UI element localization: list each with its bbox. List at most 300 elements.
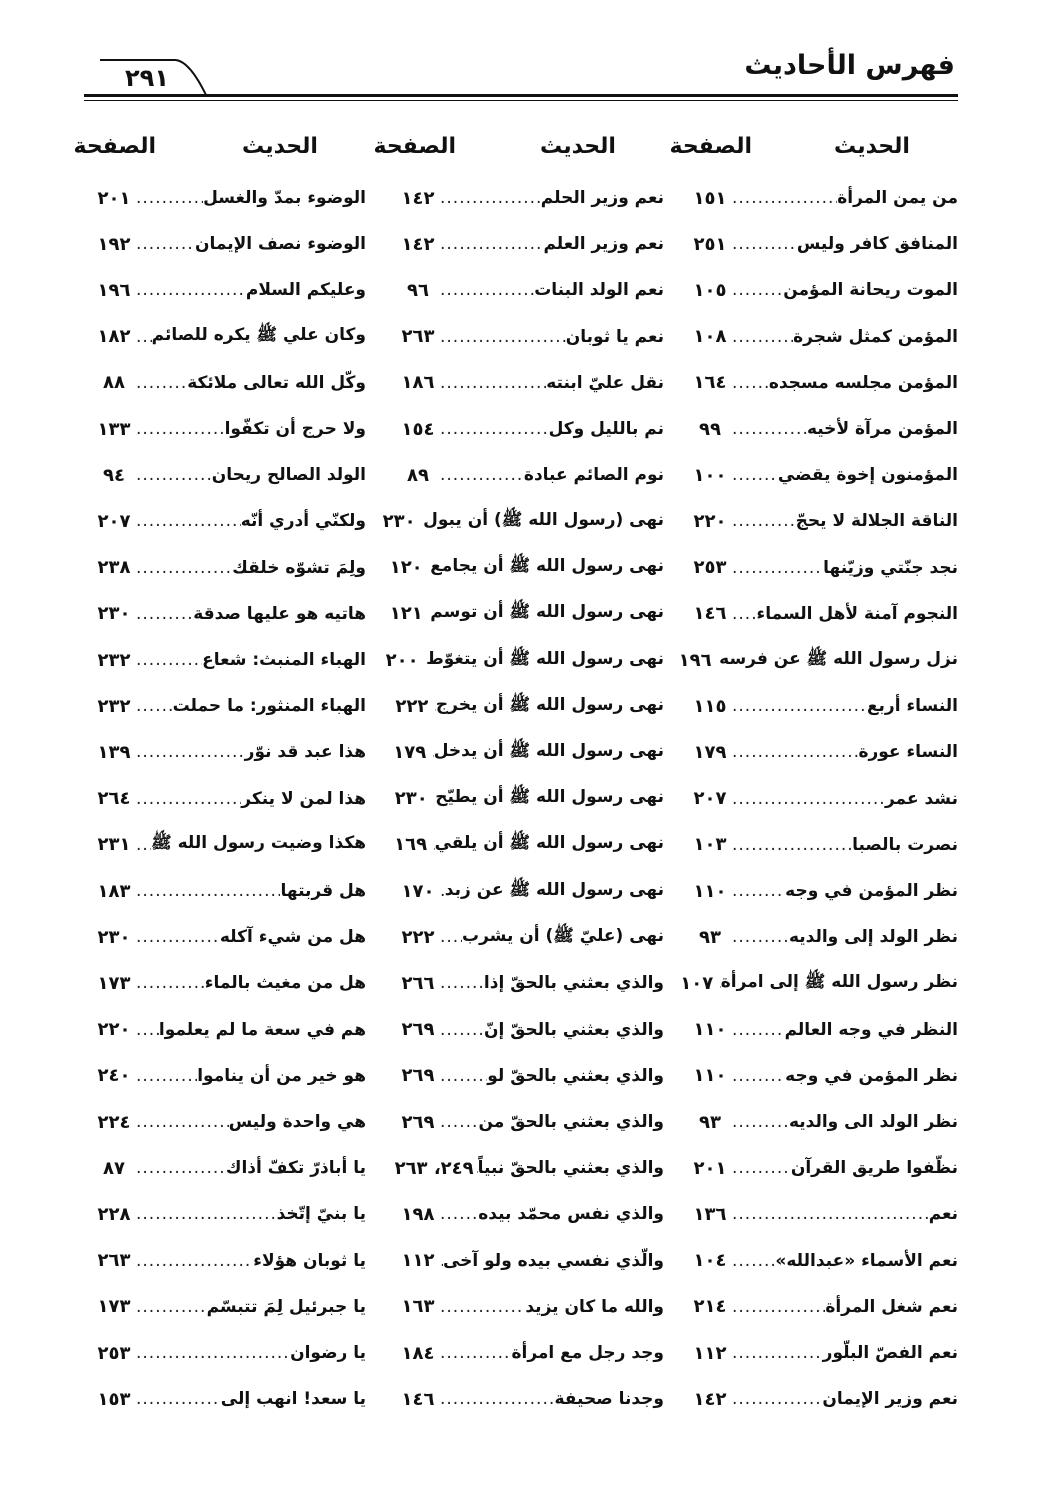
- index-entry: [94, 455, 366, 495]
- leader-dots: [430, 742, 434, 762]
- index-entry: [690, 1333, 958, 1373]
- leader-dots: [134, 1343, 290, 1363]
- leader-dots: [730, 835, 852, 855]
- leader-dots: [438, 188, 541, 208]
- index-entry: [94, 917, 366, 957]
- page-reference: ٢٦٦: [401, 972, 435, 994]
- page-reference: ١٧٠: [401, 880, 435, 902]
- hadith-text: نعم وزير الإيمان: [822, 1389, 958, 1410]
- page-reference: ١١٠: [693, 1065, 727, 1087]
- index-entry: [690, 363, 958, 403]
- leader-dots: [134, 1297, 207, 1317]
- index-entry: [690, 1102, 958, 1142]
- page-reference: ٩٤: [103, 464, 125, 486]
- leader-dots: [134, 327, 152, 347]
- page-reference: ٢٥٣: [693, 557, 727, 579]
- leader-dots: [730, 881, 785, 901]
- index-entry: [394, 1148, 664, 1188]
- index-entry: [395, 686, 664, 726]
- leader-dots: [134, 696, 173, 716]
- leader-dots: [134, 835, 151, 855]
- hadith-text: نعم الولد البنات: [534, 280, 664, 301]
- index-entry: [690, 1010, 958, 1050]
- hadith-text: الوضوء بمدّ والغسل: [203, 188, 366, 208]
- index-entry: [94, 825, 366, 865]
- index-entry: [690, 1056, 958, 1096]
- index-entry: [398, 1010, 664, 1050]
- hadith-text: هم في سعة ما لم يعلموا: [158, 1019, 366, 1040]
- index-entry: [94, 548, 366, 588]
- hadith-text: الهباء المنثور: ما حملت: [172, 696, 366, 717]
- index-entry: [690, 686, 958, 726]
- index-entry: [94, 501, 366, 541]
- leader-dots: [134, 881, 280, 901]
- page-reference: ١١٢: [693, 1342, 727, 1364]
- leader-dots: [730, 789, 885, 809]
- page-title: فهرس الأحاديث: [744, 50, 955, 81]
- leader-dots: [730, 234, 797, 254]
- page-reference: ١٧٣: [97, 972, 131, 994]
- index-entry: [398, 963, 664, 1003]
- leader-dots: [134, 419, 225, 439]
- column-header-hadith: الحديث: [834, 134, 910, 159]
- index-entry: [94, 1379, 366, 1419]
- index-entry: [690, 224, 958, 264]
- index-entry: [94, 224, 366, 264]
- leader-dots: [438, 881, 445, 901]
- leader-dots: [438, 973, 484, 993]
- hadith-text: نصرت بالصبا: [852, 834, 958, 855]
- page-reference: ٢٦٤: [97, 788, 131, 810]
- page-reference: ٩٩: [699, 418, 721, 440]
- leader-dots: [426, 604, 430, 624]
- hadith-text: المؤمن مرآة لأخيه: [806, 419, 958, 439]
- hadith-text: نهى (رسول الله ﷺ) أن يبول: [423, 509, 664, 530]
- page-reference: ٢٦٩: [401, 1111, 435, 1133]
- leader-dots: [730, 1389, 822, 1409]
- page-reference: ٢٢٠: [693, 510, 727, 532]
- leader-dots: [730, 1158, 791, 1178]
- page-reference: ١٤٦: [401, 1388, 435, 1410]
- index-entry: [389, 548, 664, 588]
- hadith-text: نهى رسول الله ﷺ أن يلقي: [434, 833, 664, 854]
- index-entry: [398, 871, 664, 911]
- hadith-text: والذي بعثني بالحقّ لو: [487, 1065, 664, 1086]
- hadith-text: هل قربتها: [280, 881, 366, 901]
- index-entry: [94, 1102, 366, 1142]
- page-reference: ١٦٤: [693, 372, 727, 394]
- page-number: ٢٩١: [125, 64, 169, 92]
- index-entry: [94, 1148, 366, 1188]
- leader-dots: [730, 373, 769, 393]
- index-entry: [94, 686, 366, 726]
- hadith-text: نزل رسول الله ﷺ عن فرسه: [719, 648, 958, 669]
- hadith-text: نظر رسول الله ﷺ إلى امرأة: [720, 971, 958, 992]
- page-reference: ١٥٣: [97, 1388, 131, 1410]
- hadith-text: هاتيه هو عليها صدقة: [193, 603, 366, 624]
- hadith-text: نقل عليّ ابنته: [546, 372, 664, 393]
- index-entry: [394, 779, 664, 819]
- index-entry: [690, 501, 958, 541]
- hadith-text: النساء أربع: [866, 696, 958, 717]
- page-reference: ٨٩: [407, 464, 429, 486]
- index-entry: [398, 317, 664, 357]
- hadith-text: نظر المؤمن في وجه: [785, 881, 958, 901]
- index-entry: [385, 640, 664, 680]
- hadith-text: نهى (عليّ ﷺ) أن يشرب: [462, 925, 664, 946]
- hadith-text: هو خير من أن يناموا: [197, 1065, 366, 1086]
- index-entry: [690, 270, 958, 310]
- index-entry: [94, 270, 366, 310]
- page-reference: ١٠٤: [693, 1250, 727, 1272]
- leader-dots: [134, 234, 195, 254]
- leader-dots: [730, 1020, 785, 1040]
- page-reference: ٢٣٢: [97, 649, 131, 671]
- hadith-text: ولا حرج أن تكفّوا: [224, 419, 366, 439]
- index-entry: [94, 594, 366, 634]
- leader-dots: [438, 1066, 487, 1086]
- page-reference: ٢٠٠: [385, 649, 419, 671]
- index-entry: [94, 732, 366, 772]
- page-reference: ١١٥: [693, 695, 727, 717]
- page-reference: ٢٤٠: [97, 1065, 131, 1087]
- leader-dots: [438, 927, 462, 947]
- hadith-text: والذي نفس محمّد بيده: [478, 1204, 664, 1225]
- column-header-page: الصفحة: [373, 134, 456, 159]
- page-reference: ١٠٧: [680, 972, 714, 994]
- leader-dots: [134, 511, 241, 531]
- index-entry: [398, 270, 664, 310]
- leader-dots: [134, 973, 205, 993]
- index-entry: [398, 363, 664, 403]
- page-reference: ٢٦٩: [401, 1065, 435, 1087]
- page-reference: ٢٣٨: [97, 557, 131, 579]
- page-reference: ٢٠١: [97, 187, 131, 209]
- leader-dots: [134, 1112, 229, 1132]
- leader-dots: [432, 696, 436, 716]
- page-reference: ١٥١: [693, 187, 727, 209]
- hadith-text: يا بنيّ إتّخذ: [276, 1204, 366, 1225]
- hadith-text: يا أباذرّ تكفّ أذاك: [225, 1158, 366, 1179]
- leader-dots: [134, 373, 187, 393]
- leader-dots: [730, 927, 789, 947]
- page-reference: ١٠٣: [693, 834, 727, 856]
- leader-dots: [426, 558, 430, 578]
- leader-dots: [730, 558, 823, 578]
- leader-dots: [730, 1343, 823, 1363]
- index-entry: [690, 917, 958, 957]
- hadith-text: هل من شيء آكله: [219, 927, 366, 948]
- page-reference: ١١٢: [401, 1250, 435, 1272]
- hadith-text: نوم الصائم عبادة: [523, 465, 664, 486]
- hadith-text: وجدنا صحيفة: [554, 1389, 664, 1410]
- leader-dots: [438, 1020, 484, 1040]
- hadith-text: نظر المؤمن في وجه: [785, 1065, 958, 1086]
- leader-dots: [134, 465, 212, 485]
- hadith-text: هي واحدة وليس: [228, 1112, 366, 1132]
- index-entry: [94, 1056, 366, 1096]
- index-entry: [690, 548, 958, 588]
- page-reference: ٢٣٠: [382, 510, 416, 532]
- index-entry: [94, 871, 366, 911]
- leader-dots: [474, 1158, 478, 1178]
- index-entry: [690, 825, 958, 865]
- index-entry: [690, 455, 958, 495]
- leader-dots: [730, 280, 783, 300]
- index-entry: [398, 1241, 664, 1281]
- hadith-text: نهى رسول الله ﷺ أن يتغوّط: [426, 648, 664, 669]
- column-header-page: الصفحة: [669, 134, 752, 159]
- page-reference: ٢٣٠: [394, 788, 428, 810]
- hadith-text: الولد الصالح ريحان: [211, 465, 366, 486]
- page-reference: ١٧٣: [97, 1296, 131, 1318]
- hadith-text: هذا لمن لا ينكر: [241, 788, 366, 809]
- page-reference: ١١٠: [693, 880, 727, 902]
- leader-dots: [438, 1204, 478, 1224]
- index-entry: [690, 317, 958, 357]
- hadith-text: المنافق كافر وليس: [796, 234, 958, 255]
- hadith-text: نشد عمر: [884, 788, 958, 809]
- hadith-text: الناقة الجلالة لا يحجّ: [795, 511, 958, 532]
- page-reference: ٢٢٢: [395, 695, 429, 717]
- page-reference: ٢٥٣: [97, 1342, 131, 1364]
- hadith-text: وكّل الله تعالى ملائكة: [187, 372, 366, 393]
- leader-dots: [134, 650, 202, 670]
- leader-dots: [134, 1020, 159, 1040]
- page-reference: ٢٢٤: [97, 1111, 131, 1133]
- index-entry: [398, 1194, 664, 1234]
- page-reference: ٢٠٧: [97, 510, 131, 532]
- leader-dots: [730, 419, 807, 439]
- hadith-text: هكذا وضيت رسول الله ﷺ: [151, 833, 366, 854]
- page-reference: ٢٤٩، ٢٦٣: [394, 1157, 474, 1179]
- index-entry: [94, 1333, 366, 1373]
- index-entry: [690, 1241, 958, 1281]
- index-entry: [94, 963, 366, 1003]
- page-reference: ١٨٣: [97, 880, 131, 902]
- page-reference: ٢٥١: [693, 233, 727, 255]
- page-reference: ١٣٦: [693, 1203, 727, 1225]
- hadith-text: النساء عورة: [858, 742, 958, 763]
- hadith-text: يا سعد! انهب إلى: [220, 1389, 366, 1410]
- leader-dots: [134, 1158, 226, 1178]
- leader-dots: [730, 1297, 825, 1317]
- index-entry: [680, 963, 958, 1003]
- page-reference: ٢٢٨: [97, 1203, 131, 1225]
- leader-dots: [134, 280, 246, 300]
- index-entry: [94, 1241, 366, 1281]
- leader-dots: [134, 1204, 277, 1224]
- hadith-text: نعم: [928, 1204, 958, 1225]
- hadith-text: الهباء المنبث: شعاع: [202, 650, 366, 670]
- hadith-text: نعم الأسماء «عبدالله»: [775, 1250, 958, 1271]
- hadith-text: نهى رسول الله ﷺ أن يطيّح: [435, 787, 664, 808]
- page-reference: ١٥٤: [401, 418, 435, 440]
- hadith-text: الوضوء نصف الإيمان: [194, 234, 366, 255]
- page-reference: ٢٣١: [97, 834, 131, 856]
- page-reference: ١٩٦: [678, 649, 712, 671]
- hadith-text: والذي بعثني بالحقّ إنّ: [483, 1019, 664, 1040]
- index-entry: [690, 594, 958, 634]
- leader-dots: [730, 188, 837, 208]
- page-reference: ١٤٢: [693, 1388, 727, 1410]
- hadith-text: الموت ريحانة المؤمن: [783, 280, 958, 301]
- index-entry: [398, 1056, 664, 1096]
- hadith-text: المؤمن كمثل شجرة: [793, 326, 958, 347]
- index-entry: [690, 1379, 958, 1419]
- leader-dots: [134, 558, 232, 578]
- hadith-text: وجد رجل مع امرأة: [511, 1343, 664, 1363]
- hadith-text: والّذي نفسي بيده ولو آخى: [442, 1250, 664, 1271]
- hadith-text: نظر الولد الى والديه: [788, 1112, 958, 1132]
- page-reference: ١٤٦: [693, 603, 727, 625]
- page-reference: ١٩٢: [97, 233, 131, 255]
- hadith-text: نظّفوا طريق القرآن: [790, 1158, 958, 1179]
- leader-dots: [730, 1112, 789, 1132]
- page-reference: ١٨٦: [401, 372, 435, 394]
- leader-dots: [730, 742, 858, 762]
- leader-dots: [438, 327, 566, 347]
- hadith-text: نجد جنّتي وزيّنها: [823, 557, 958, 578]
- hadith-text: نهى رسول الله ﷺ عن زبد: [444, 879, 664, 900]
- page-reference: ١٧٩: [693, 741, 727, 763]
- hadith-text: المؤمن مجلسه مسجده: [768, 372, 958, 393]
- page-reference: ٨٧: [103, 1157, 125, 1179]
- leader-dots: [730, 511, 796, 531]
- index-entry: [690, 1287, 958, 1327]
- page-reference: ٢٦٩: [401, 1019, 435, 1041]
- leader-dots: [438, 1297, 525, 1317]
- hadith-text: المؤمنون إخوة يقضي: [777, 465, 958, 486]
- index-entry: [398, 455, 664, 495]
- leader-dots: [134, 927, 220, 947]
- index-entry: [398, 1379, 664, 1419]
- leader-dots: [134, 604, 193, 624]
- index-entry: [94, 1010, 366, 1050]
- hadith-text: والذي بعثني بالحقّ إذا: [483, 973, 664, 994]
- leader-dots: [438, 234, 543, 254]
- hadith-text: نعم شغل المرأة: [825, 1296, 958, 1317]
- leader-dots: [717, 973, 721, 993]
- hadith-text: نهى رسول الله ﷺ أن يجامع: [430, 556, 664, 577]
- hadith-text: هذا عبد قد نوّر: [244, 742, 366, 763]
- leader-dots: [431, 789, 435, 809]
- hadith-text: والذي بعثني بالحقّ نبياً: [477, 1158, 664, 1179]
- hadith-text: نظر الولد إلى والديه: [788, 927, 958, 948]
- page-reference: ٢٢٢: [401, 926, 435, 948]
- index-entry: [398, 1333, 664, 1373]
- index-entry: [382, 501, 664, 541]
- index-entry: [690, 779, 958, 819]
- leader-dots: [730, 1066, 785, 1086]
- index-entry: [690, 871, 958, 911]
- page-reference: ١٠٠: [693, 464, 727, 486]
- leader-dots: [730, 604, 757, 624]
- page-reference: ١١٠: [693, 1019, 727, 1041]
- index-entry: [94, 1287, 366, 1327]
- page-reference: ٢١٤: [693, 1296, 727, 1318]
- hadith-text: هل من مغيث بالماء: [204, 973, 366, 994]
- index-entry: [94, 409, 366, 449]
- leader-dots: [134, 742, 245, 762]
- page-reference: ٩٦: [407, 279, 429, 301]
- page-reference: ١٤٢: [401, 233, 435, 255]
- leader-dots: [134, 188, 203, 208]
- hadith-text: نم بالليل وكل: [548, 419, 664, 439]
- hadith-text: يا جبرئيل لِمَ تتبسّم: [206, 1296, 366, 1317]
- index-entry: [94, 317, 366, 357]
- column-header-hadith: الحديث: [242, 134, 318, 159]
- leader-dots: [438, 1389, 555, 1409]
- leader-dots: [730, 465, 778, 485]
- leader-dots: [730, 327, 793, 347]
- index-entry: [94, 1194, 366, 1234]
- index-entry: [94, 178, 366, 218]
- column-header-hadith: الحديث: [540, 134, 616, 159]
- page-reference: ٢٢٠: [97, 1019, 131, 1041]
- leader-dots: [438, 373, 546, 393]
- page-reference: ١٩٦: [97, 279, 131, 301]
- page-reference: ١٣٣: [97, 418, 131, 440]
- leader-dots: [134, 1251, 253, 1271]
- page-reference: ٢٦٣: [97, 1250, 131, 1272]
- leader-dots: [134, 1066, 197, 1086]
- index-entry: [690, 1148, 958, 1188]
- index-entry: [690, 1194, 958, 1234]
- page-reference: ٩٣: [699, 926, 721, 948]
- index-entry: [94, 363, 366, 403]
- page-reference: ٢٣٠: [97, 603, 131, 625]
- page-reference: ١٦٣: [401, 1296, 435, 1318]
- index-entry: [398, 1102, 664, 1142]
- hadith-text: نعم يا ثوبان: [565, 326, 664, 347]
- hadith-text: وعليكم السلام: [245, 280, 366, 301]
- page-reference: ١٠٥: [693, 279, 727, 301]
- hadith-text: من يمن المرأة: [837, 188, 958, 208]
- leader-dots: [730, 1204, 929, 1224]
- page-reference: ٩٣: [699, 1111, 721, 1133]
- page-reference: ١٧٩: [393, 741, 427, 763]
- leader-dots: [438, 419, 549, 439]
- index-entry: [398, 917, 664, 957]
- index-entry: [94, 640, 366, 680]
- column-header-page: الصفحة: [73, 134, 156, 159]
- index-entry: [398, 1287, 664, 1327]
- leader-dots: [438, 280, 534, 300]
- leader-dots: [438, 465, 524, 485]
- page-reference: ١٩٨: [401, 1203, 435, 1225]
- hadith-text: نعم وزير العلم: [543, 234, 664, 255]
- page-reference: ٢٠٧: [693, 788, 727, 810]
- page-reference: ٢٣٠: [97, 926, 131, 948]
- page-reference: ٢٦٣: [401, 326, 435, 348]
- hadith-text: النظر في وجه العالم: [784, 1019, 958, 1040]
- page-reference: ٢٠١: [693, 1157, 727, 1179]
- hadith-text: والله ما كان يزيد: [525, 1296, 664, 1317]
- leader-dots: [134, 789, 241, 809]
- hadith-text: ولكنّي أدري أنّه: [240, 511, 366, 532]
- hadith-text: والذي بعثني بالحقّ من: [478, 1112, 664, 1132]
- page-reference: ١٤٢: [401, 187, 435, 209]
- index-entry: [94, 779, 366, 819]
- page-reference: ١٣٩: [97, 741, 131, 763]
- index-entry: [389, 594, 664, 634]
- hadith-text: وكان علي ﷺ يكره للصائم: [151, 325, 366, 346]
- hadith-text: نهى رسول الله ﷺ أن توسم: [430, 602, 664, 623]
- page-reference: ١٢١: [389, 603, 423, 625]
- leader-dots: [438, 1343, 511, 1363]
- page-reference: ٨٨: [103, 372, 125, 394]
